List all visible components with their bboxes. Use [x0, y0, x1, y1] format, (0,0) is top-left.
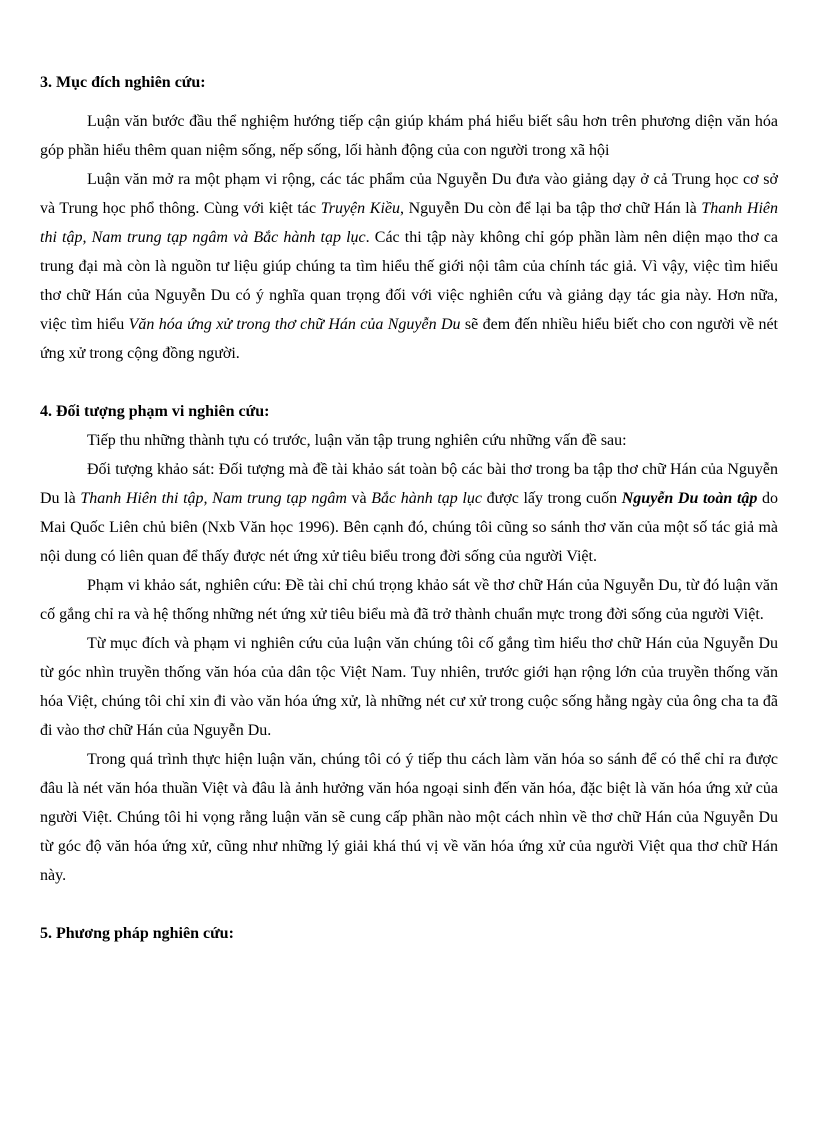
bold-italic-book-title: Nguyễn Du toàn tập	[621, 490, 758, 507]
spacer	[40, 368, 778, 397]
section-4-paragraph-5: Trong quá trình thực hiện luận văn, chúng tôi có ý tiếp thu cách làm văn hóa so sánh để có thể chỉ ra được đâu là nét văn hóa thuần Việt và đâu là ảnh hưởng văn hóa ngoại sinh đến văn hóa, đặc biệt là văn hóa ứng xử của người Việt. Chúng tôi hi vọng rằng luận văn sẽ cung cấp phần nào một cách nhìn về thơ chữ Hán của Nguyễn Du từ góc độ văn hóa ứng xử, cũng như những lý giải khá thú vị về văn hóa ứng xử của người Việt qua thơ chữ Hán này.	[40, 751, 778, 884]
section-5-heading: 5. Phương pháp nghiên cứu:	[40, 925, 234, 942]
italic-titles-collections: Thanh Hiên thi tập, Nam trung tạp ngâm	[80, 490, 347, 507]
section-4-paragraph-3: Phạm vi khảo sát, nghiên cứu: Đề tài chỉ chú trọng khảo sát về thơ chữ Hán của Nguyễn Du, từ đó luận văn cố gắng chỉ ra và hệ thống những nét ứng xử tiêu biểu mà đã trở thành chuẩn mực trong đời sống của người Việt.	[40, 577, 778, 623]
section-4-paragraph-2	[40, 455, 778, 571]
section-3-heading: 3. Mục đích nghiên cứu:	[40, 74, 206, 91]
section-3-paragraph-2	[40, 165, 778, 368]
italic-title-truyen-kieu: Truyện Kiều	[320, 200, 400, 217]
text-run: được lấy trong cuốn	[481, 490, 622, 507]
section-4-heading: 4. Đối tượng phạm vi nghiên cứu:	[40, 403, 270, 420]
section-4-paragraph-4: Từ mục đích và phạm vi nghiên cứu của luận văn chúng tôi cố gắng tìm hiểu thơ chữ Hán của Nguyễn Du từ góc nhìn truyền thống văn hóa của dân tộc Việt Nam. Tuy nhiên, trước giới hạn rộng lớn của truyền thống văn hóa Việt, chúng tôi chỉ xin đi vào văn hóa ứng xử, là những nét cư xử trong cuộc sống hằng ngày của ông cha ta đã đi vào thơ chữ Hán của Nguyễn Du.	[40, 635, 778, 739]
spacer	[40, 890, 778, 919]
section-4-paragraph-1: Tiếp thu những thành tựu có trước, luận văn tập trung nghiên cứu những vấn đề sau:	[87, 432, 627, 449]
italic-title-bac-hanh: Bắc hành tạp lục	[371, 490, 482, 507]
spacer	[40, 97, 778, 107]
section-3-paragraph-1: Luận văn bước đầu thể nghiệm hướng tiếp cận giúp khám phá hiểu biết sâu hơn trên phương diện văn hóa góp phần hiểu thêm quan niệm sống, nếp sống, lối hành động của con người trong xã hội	[40, 113, 778, 159]
text-run: , Nguyễn Du còn để lại ba tập thơ chữ Hán là	[400, 200, 702, 217]
italic-titles-three-collections: Thanh Hiên thi tập, Nam trung tạp ngâm và Bắc hành tạp lục	[40, 200, 779, 246]
italic-thesis-title: Văn hóa ứng xử trong thơ chữ Hán của Nguyễn Du	[128, 316, 461, 333]
document-page	[40, 68, 778, 948]
text-run: Đối tượng khảo sát: Đối tượng mà đề tài khảo sát toàn bộ các bài thơ trong ba tập thơ chữ Hán của Nguyễn Du là	[40, 461, 778, 507]
text-run: do Mai Quốc Liên chủ biên (Nxb Văn học 1996). Bên cạnh đó, chúng tôi cũng so sánh thơ văn của một số tác giả mà nội dung có liên quan để thấy được nét ứng xử tiêu biểu trong đời sống của người Việt.	[40, 490, 779, 565]
text-run: . Các thi tập này không chỉ góp phần làm nên diện mạo thơ ca trung đại mà còn là nguồn tư liệu giúp chúng ta tìm hiểu thế giới nội tâm của chính tác giả. Vì vậy, việc tìm hiểu thơ chữ Hán của Nguyễn Du có ý nghĩa quan trọng đối với việc nghiên cứu và giảng dạy tác gia này. Hơn nữa, việc tìm hiểu	[40, 229, 779, 333]
text-run: và	[346, 490, 372, 507]
text-run: sẽ đem đến nhiều hiểu biết cho con người về nét ứng xử trong cộng đồng người.	[40, 316, 779, 362]
text-run: Luận văn mở ra một phạm vi rộng, các tác phẩm của Nguyễn Du đưa vào giảng dạy ở cả Trung học cơ sở và Trung học phổ thông. Cùng với kiệt tác	[40, 171, 778, 217]
